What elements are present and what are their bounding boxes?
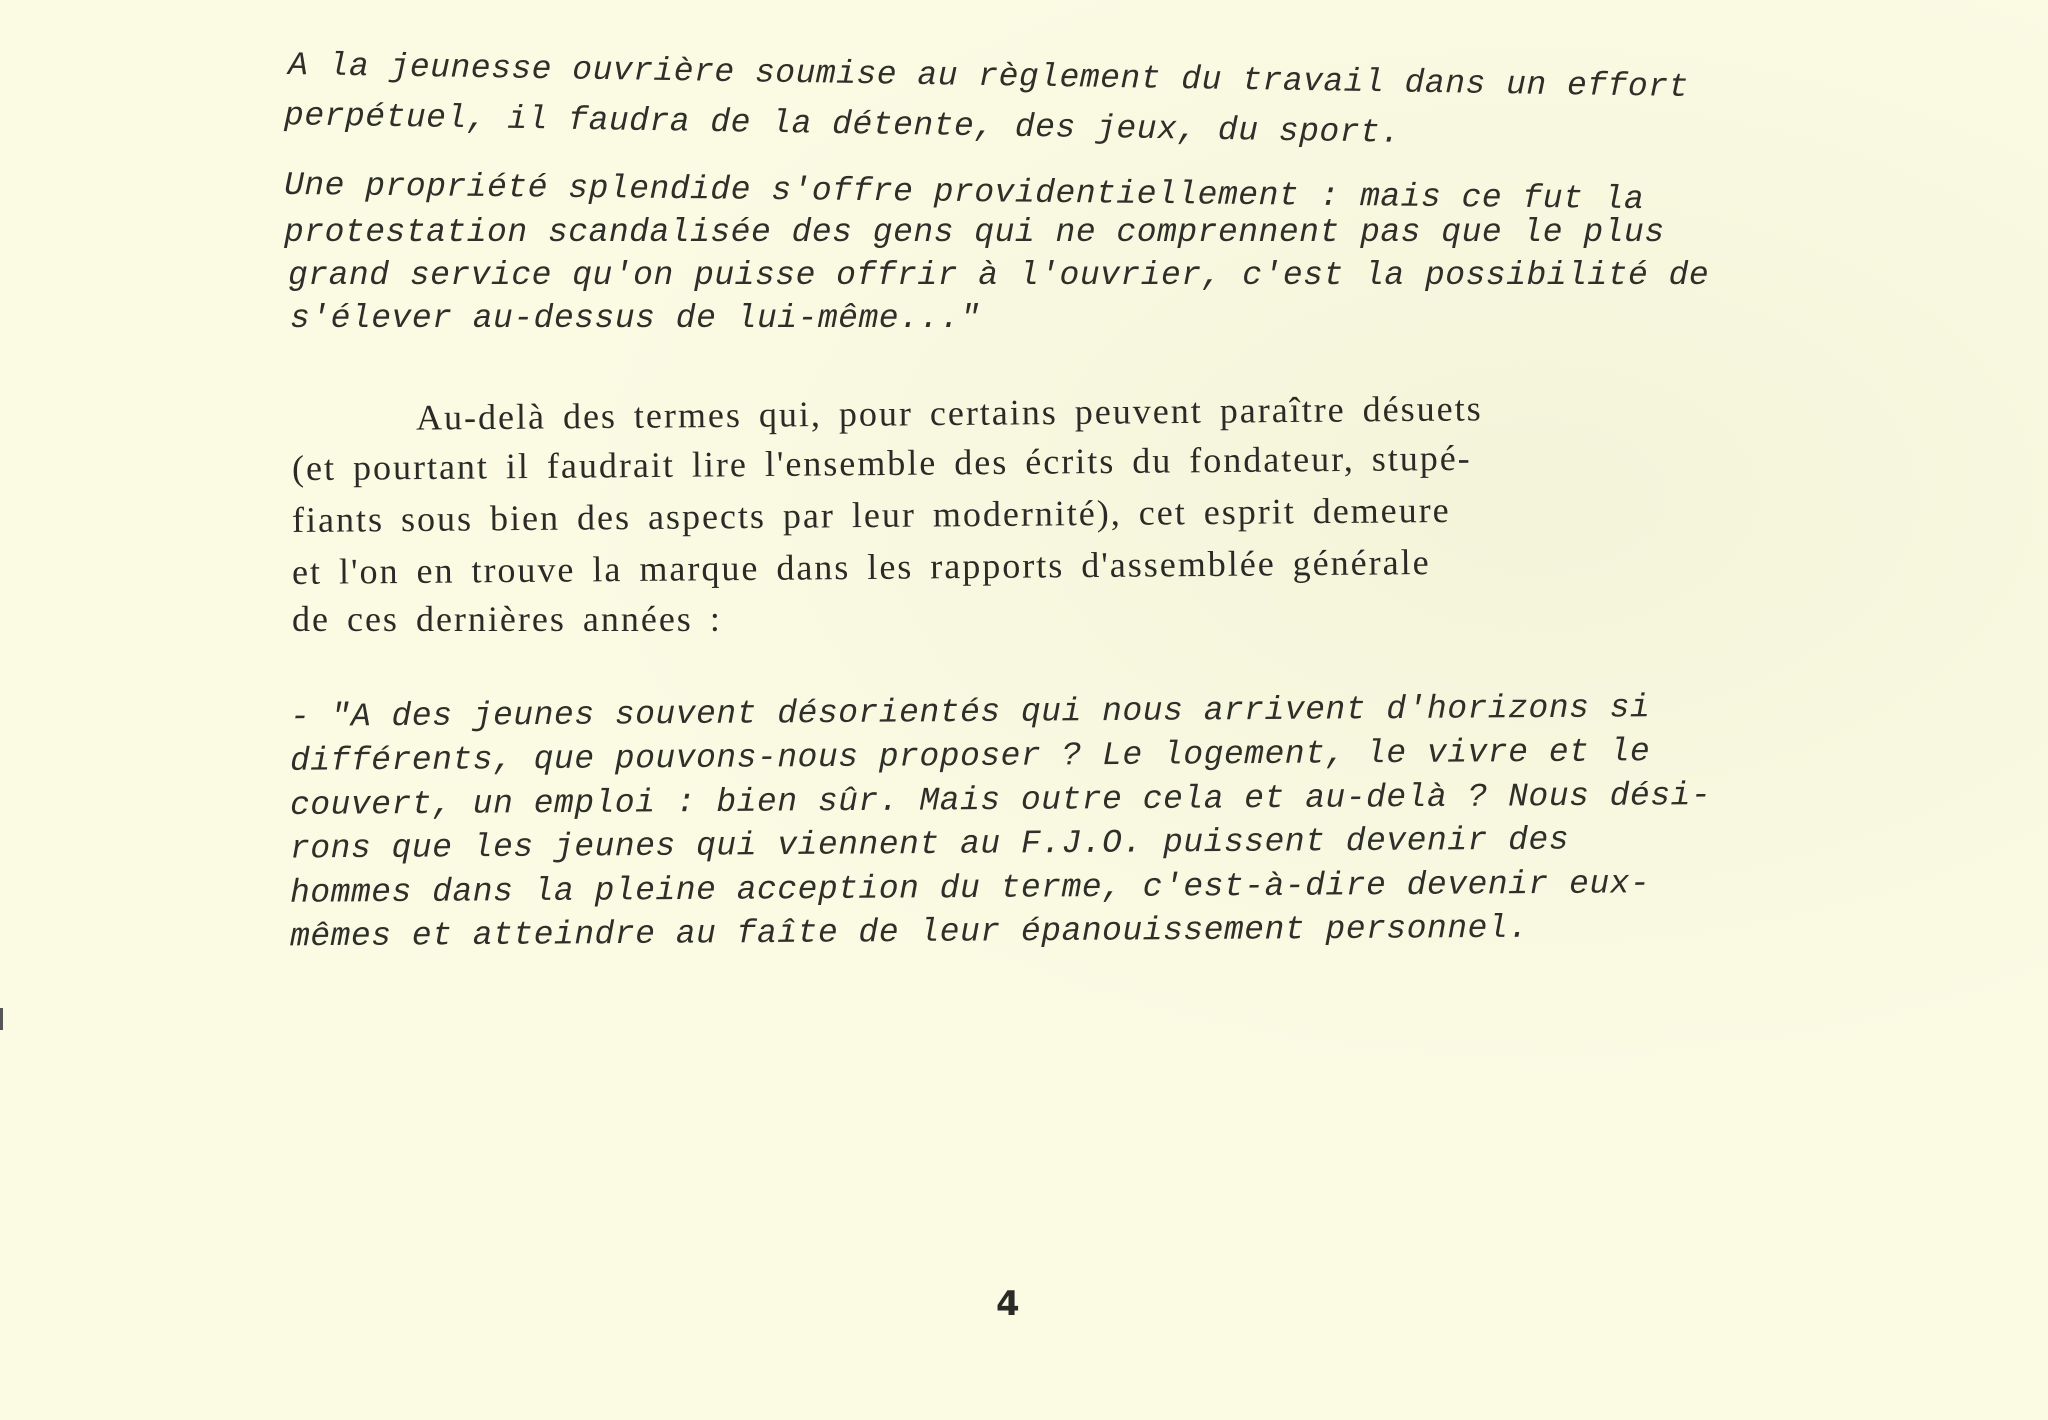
paragraph-line: (et pourtant il faudrait lire l'ensemble des écrits du fondateur, stupé- xyxy=(291,437,1472,489)
quote-bottom-line: différents, que pouvons-nous proposer ? Le logement, le vivre et le xyxy=(289,733,1651,780)
page-number: 4 xyxy=(996,1284,1020,1324)
paragraph-line: fiants sous bien des aspects par leur modernité), cet esprit demeure xyxy=(291,489,1451,541)
paragraph-line: Au-delà des termes qui, pour certains peuvent paraître désuets xyxy=(415,388,1483,438)
quote-top-line: perpétuel, il faudra de la détente, des jeux, du sport. xyxy=(283,97,1401,152)
quote-top-line: s'élever au-dessus de lui-même..." xyxy=(290,300,981,337)
quote-top-line: protestation scandalisée des gens qui ne comprennent pas que le plus xyxy=(284,214,1665,251)
quote-bottom-line: hommes dans la pleine acception du terme, c'est-à-dire devenir eux- xyxy=(289,865,1651,912)
quote-bottom-line: rons que les jeunes qui viennent au F.J.O. puissent devenir des xyxy=(289,821,1570,868)
paragraph-line: de ces dernières années : xyxy=(292,599,722,639)
quote-bottom-line: couvert, un emploi : bien sûr. Mais outre cela et au-delà ? Nous dési- xyxy=(289,777,1712,824)
quote-top-line: A la jeunesse ouvrière soumise au règlement du travail dans un effort xyxy=(287,46,1690,107)
quote-top-line: grand service qu'on puisse offrir à l'ouvrier, c'est la possibilité de xyxy=(288,257,1710,294)
quote-top-line: Une propriété splendide s'offre providentiellement : mais ce fut la xyxy=(283,166,1645,219)
paragraph-line: et l'on en trouve la marque dans les rapports d'assemblée générale xyxy=(291,542,1431,592)
quote-bottom-line: mêmes et atteindre au faîte de leur épanouissement personnel. xyxy=(289,909,1529,956)
quote-bottom-line: - "A des jeunes souvent désorientés qui nous arrivent d'horizons si xyxy=(289,689,1651,736)
margin-mark xyxy=(0,1008,3,1030)
